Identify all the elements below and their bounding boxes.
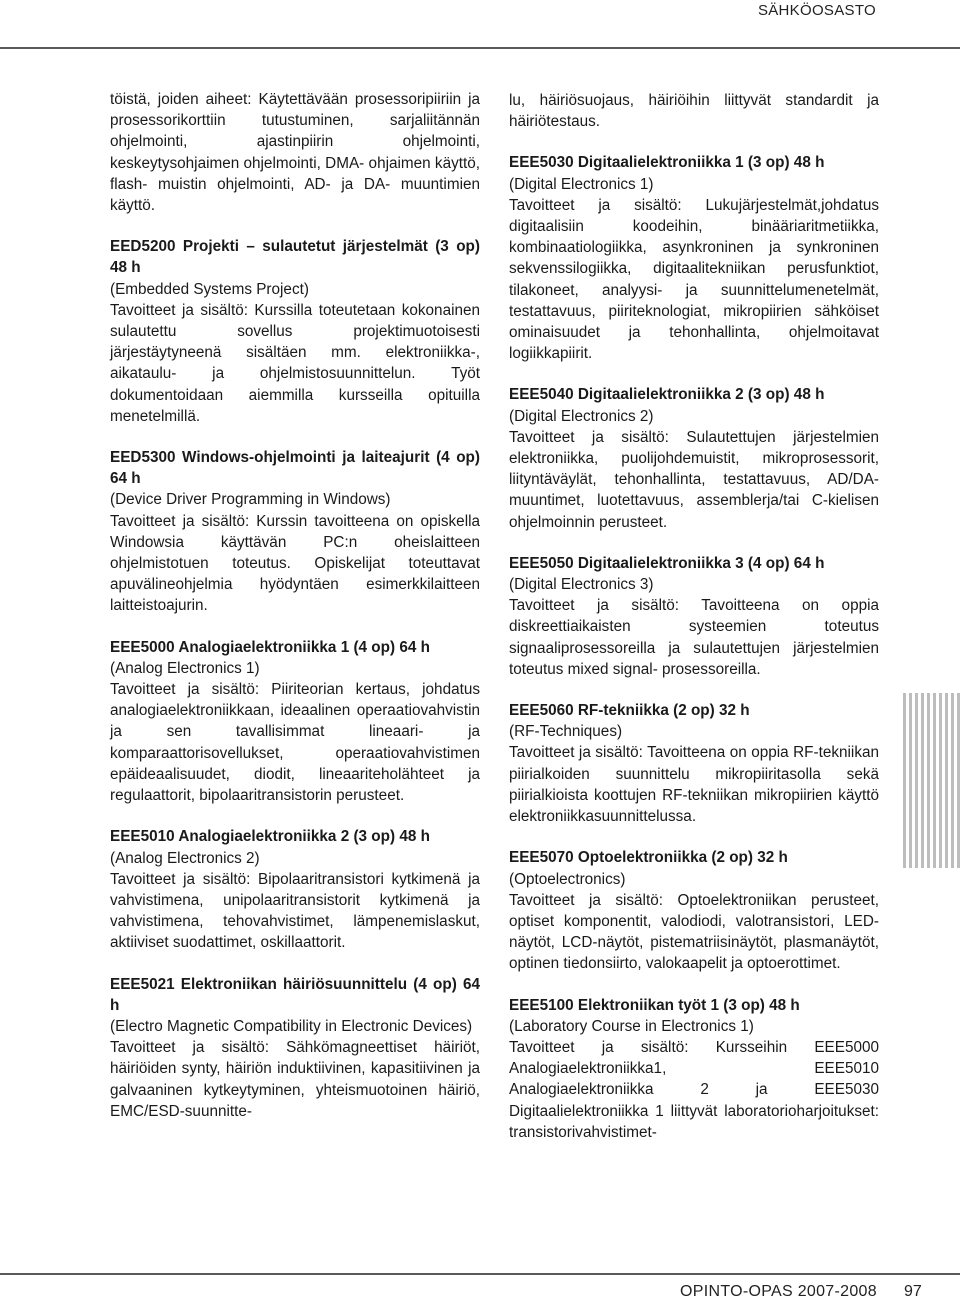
course-title: EEE5030 Digitaalielektroniikka 1 (3 op) 48 h — [509, 154, 825, 172]
course-english-name: (RF-Techniques) — [509, 723, 623, 741]
course-description: Tavoitteet ja sisältö: Sähkömagneettiset häiriöt, häiriöiden synty, häiriön induktiivinen, kapasitiivinen ja galvaaninen kytkeytyminen, yhteismuotoinen häiriö, EMC/ESD-suunnitte- — [110, 1039, 480, 1120]
decorative-stripes — [903, 693, 960, 868]
course-entry-eee5100 — [509, 995, 879, 1143]
course-description: Tavoitteet ja sisältö: Tavoitteena on oppia diskreettiaikaisten systeemien toteutus signaaliprosessoreilla ja sulautettujen järjestelmien toteutus mixed signal- prosessoreilla. — [509, 597, 879, 678]
course-description: Tavoitteet ja sisältö: Sulautettujen järjestelmien elektroniikka, puolijohdemuistit, mikroprosessorit, liityntäväylät, tehonhallinta, testattavuus, AD/DA-muuntimet, luotettavuus, assemblerja/tai C-kielisen ohjelmoinnin perusteet. — [509, 428, 879, 531]
course-entry-eee5010 — [110, 826, 480, 953]
course-english-name: (Laboratory Course in Electronics 1) — [509, 1017, 754, 1035]
course-title: EEE5060 RF-tekniikka (2 op) 32 h — [509, 702, 750, 720]
course-title: EEE5040 Digitaalielektroniikka 2 (3 op) 48 h — [509, 386, 825, 404]
course-english-name: (Embedded Systems Project) — [110, 280, 309, 298]
course-entry-eee5060 — [509, 700, 879, 827]
course-english-name: (Analog Electronics 1) — [110, 659, 260, 677]
course-description: Tavoitteet ja sisältö: Kurssin tavoitteena on opiskella Windowsia käyttävän PC:n oheislaitteen ohjelmistotuen toteutus. Opiskelijat toteuttavat apuvälineohjelmia hyödyntäen esimerkkilaitteen laitteistoajurin. — [110, 512, 480, 615]
course-description: Tavoitteet ja sisältö: Kurssilla toteutetaan kokonainen sulautettu sovellus projektimuotoisesti järjestäytyneenä sisältäen mm. elektroniikka-, aikataulu- ja ohjelmistosuunnittelun. Työt dokumentoidaan aiemmilla kursseilla opituilla menetelmillä. — [110, 301, 480, 425]
footer-publication-title: OPINTO-OPAS 2007-2008 — [680, 1283, 877, 1300]
course-title: EEE5050 Digitaalielektroniikka 3 (4 op) 64 h — [509, 554, 825, 572]
course-entry-eed5200 — [110, 236, 480, 427]
right-column — [509, 90, 879, 1143]
header-rule — [0, 47, 960, 49]
course-entry-eed5300 — [110, 447, 480, 617]
course-english-name: (Digital Electronics 1) — [509, 175, 654, 193]
course-title: EEE5070 Optoelektroniikka (2 op) 32 h — [509, 849, 788, 867]
course-title: EED5300 Windows-ohjelmointi ja laiteajurit (4 op) 64 h — [110, 449, 480, 488]
page-number: 97 — [904, 1283, 922, 1300]
left-intro-paragraph: töistä, joiden aiheet: Käytettävään prosessoripiiriin ja prosessorikorttiin tutustuminen, sarjaliitännän ohjelmointi, ajastinpiirin ohjelmointi, keskeytysohjaimen ohjelmointi, DMA- ohjaimen käyttö, flash- muistin ohjelmointi, AD- ja DA- muuntimien käyttö. — [110, 91, 480, 215]
course-description: Tavoitteet ja sisältö: Tavoitteena on oppia RF-tekniikan piirialkoiden suunnittelu mikropiiritasolla sekä piirialkioista koottujen RF-tekniikan mikropiirien käyttö elektroniikkasuunnittelussa. — [509, 744, 879, 826]
course-english-name: (Electro Magnetic Compatibility in Electronic Devices) — [110, 1017, 473, 1035]
course-title: EED5200 Projekti – sulautetut järjestelmät (3 op) 48 h — [110, 238, 480, 277]
course-english-name: (Analog Electronics 2) — [110, 849, 260, 867]
course-description: Tavoitteet ja sisältö: Lukujärjestelmät,johdatus digitaalisiin koodeihin, binääriaritmetiikka, kombinaatiologiikka, asynkroninen ja synkroninen sekvenssilogiikka, digitaalitekniikan perusfunktiot, tilakoneet, analyysi- ja suunnittelumenetelmät, testattavuus, piiriteknologiat, mikropiirien sähköiset ominaisuudet ja tehonhallinta, ohjelmoitavat logiikkapiirit. — [509, 196, 879, 363]
course-description: Tavoitteet ja sisältö: Piiriteorian kertaus, johdatus analogiaelektroniikkaan, ideaalinen operaatiovahvistin ja sen tavallisimmat lineaari- ja komparaattorisovellukset, operaatiovahvistimen epäideaalisuudet, diodit, lineaariteholähteet ja regulaattorit, bipolaaritransistorin perusteet. — [110, 681, 480, 805]
course-entry-eee5000 — [110, 637, 480, 807]
course-entry-eee5070 — [509, 847, 879, 974]
course-title: EEE5000 Analogiaelektroniikka 1 (4 op) 64 h — [110, 638, 430, 656]
course-entry-eee5030 — [509, 152, 879, 364]
course-title: EEE5100 Elektroniikan työt 1 (3 op) 48 h — [509, 996, 800, 1014]
section-header: SÄHKÖOSASTO — [757, 2, 876, 19]
footer-rule — [0, 1273, 960, 1275]
course-entry-eee5050 — [509, 553, 879, 680]
course-title: EEE5021 Elektroniikan häiriösuunnittelu (4 op) 64 h — [110, 975, 480, 1014]
course-description: Tavoitteet ja sisältö: Optoelektroniikan perusteet, optiset komponentit, valodiodi, valotransistori, LED-näytöt, LCD-näytöt, pistematriisinäytöt, plasmanäytöt, optinen tiedonsiirto, valokaapelit ja optoerottimet. — [509, 891, 879, 973]
course-english-name: (Optoelectronics) — [509, 870, 626, 888]
right-intro-paragraph: lu, häiriösuojaus, häiriöihin liittyvät standardit ja häiriötestaus. — [509, 92, 879, 131]
course-english-name: (Digital Electronics 2) — [509, 407, 654, 425]
course-entry-eee5021 — [110, 974, 480, 1122]
course-english-name: (Digital Electronics 3) — [509, 576, 654, 594]
course-entry-eee5040 — [509, 384, 879, 532]
left-column — [110, 89, 480, 1122]
course-title: EEE5010 Analogiaelektroniikka 2 (3 op) 48 h — [110, 828, 430, 846]
course-description: Tavoitteet ja sisältö: Bipolaaritransistori kytkimenä ja vahvistimena, unipolaaritransistorit kytkimenä ja vahvistimena, tehovahvistimet, lämpenemislaskut, aktiiviset suodattimet, oskillaattorit. — [110, 870, 480, 952]
course-english-name: (Device Driver Programming in Windows) — [110, 491, 391, 509]
course-description: Tavoitteet ja sisältö: Kursseihin EEE5000 Analogiaelektroniikka1, EEE5010 Analogiaelektroniikka 2 ja EEE5030 Digitaalielektroniikka 1 liittyvät laboratorioharjoitukset: transistorivahvistimet- — [509, 1038, 879, 1141]
